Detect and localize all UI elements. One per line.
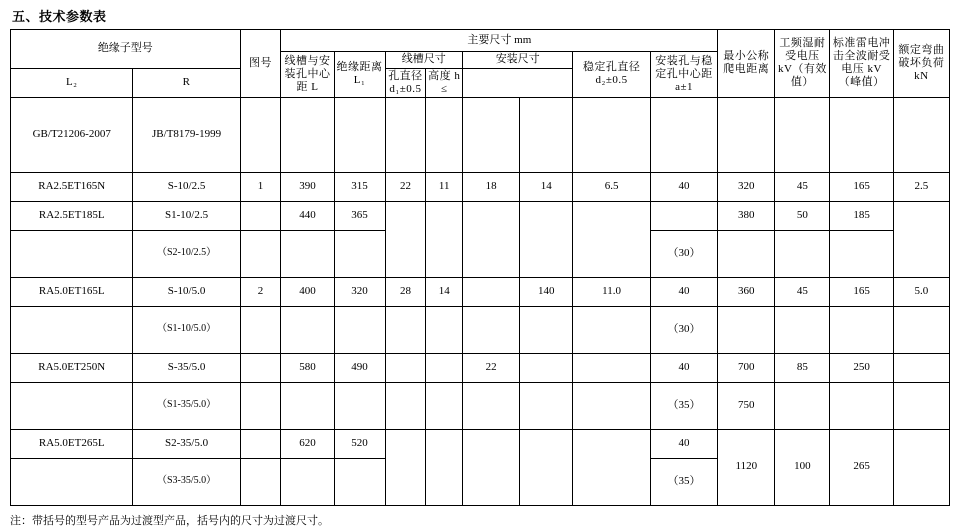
header-power-freq-voltage: 工频湿耐受电压 kV（有效值） [775, 30, 830, 98]
cell-insulation-distance: 365 [334, 201, 385, 230]
cell-lightning: 185 [830, 201, 893, 230]
cell-R: 11 [426, 172, 463, 201]
cell-fig-no [240, 353, 281, 382]
cell-min-creep: 360 [718, 277, 775, 306]
cell-lightning: 165 [830, 277, 893, 306]
cell-min-creep: 1120 [718, 429, 775, 505]
cell-L2 [385, 353, 426, 382]
cell-model-gb: RA5.0ET250N [11, 353, 133, 382]
cell-lightning: 250 [830, 353, 893, 382]
header-spacer-powerfreq [775, 97, 830, 172]
cell-h [520, 353, 573, 382]
header-main-dimension: 主要尺寸 mm [281, 30, 718, 52]
cell-d1: 22 [463, 353, 520, 382]
cell-R: 14 [426, 277, 463, 306]
header-spacer-R [426, 97, 463, 172]
cell-model-gb: RA5.0ET165L [11, 277, 133, 306]
header-height-h: 高度 h ≤ [426, 68, 463, 97]
cell-h: 14 [520, 172, 573, 201]
header-spacer-L2 [385, 97, 426, 172]
cell-L2: 28 [385, 277, 426, 306]
cell-a: 40 [650, 429, 717, 458]
cell-insulation-distance [334, 230, 385, 277]
header-min-creep: 最小公称爬电距离 [718, 30, 775, 98]
cell-insulation-distance: 320 [334, 277, 385, 306]
cell-L2: 22 [385, 172, 426, 201]
cell-a [650, 201, 717, 230]
cell-fig-no [240, 306, 281, 353]
cell-d1 [463, 382, 520, 429]
cell-model-jb: （S3-35/5.0） [133, 458, 240, 505]
cell-model-gb [11, 306, 133, 353]
cell-a: （30） [650, 306, 717, 353]
cell-d1 [463, 429, 520, 505]
cell-h [520, 306, 573, 353]
header-spacer-h [520, 97, 573, 172]
cell-slot-center: 390 [281, 172, 334, 201]
header-spacer-lightning [830, 97, 893, 172]
cell-fig-no [240, 382, 281, 429]
cell-L2 [385, 429, 426, 505]
cell-power-freq: 100 [775, 429, 830, 505]
cell-bending-load: 5.0 [893, 277, 949, 306]
page-title: 五、技术参数表 [12, 9, 107, 24]
cell-slot-center: 400 [281, 277, 334, 306]
cell-h: 140 [520, 277, 573, 306]
cell-slot-center [281, 382, 334, 429]
cell-model-gb: RA5.0ET265L [11, 429, 133, 458]
header-spacer-d1 [463, 97, 520, 172]
header-mounting-dimension: 安装尺寸 [463, 52, 573, 69]
cell-fig-no [240, 429, 281, 458]
cell-insulation-distance: 520 [334, 429, 385, 458]
cell-R [426, 429, 463, 505]
cell-fig-no: 1 [240, 172, 281, 201]
cell-lightning: 165 [830, 172, 893, 201]
cell-a: （35） [650, 458, 717, 505]
table-row [11, 172, 950, 201]
cell-insulation-distance [334, 382, 385, 429]
cell-min-creep [718, 230, 775, 277]
header-hole-center-distance: 安装孔与稳定孔中心距 a±1 [650, 52, 717, 98]
cell-power-freq [775, 382, 830, 429]
cell-slot-center: 440 [281, 201, 334, 230]
cell-bending-load [893, 429, 949, 505]
cell-d1 [463, 306, 520, 353]
cell-model-jb: S-10/2.5 [133, 172, 240, 201]
cell-bending-load: 2.5 [893, 172, 949, 201]
cell-a: 40 [650, 172, 717, 201]
cell-power-freq [775, 306, 830, 353]
cell-d1 [463, 201, 520, 277]
cell-min-creep: 750 [718, 382, 775, 429]
cell-a: 40 [650, 353, 717, 382]
header-spacer-fig [240, 97, 281, 172]
cell-L2 [385, 382, 426, 429]
cell-min-creep [718, 306, 775, 353]
cell-slot-center: 620 [281, 429, 334, 458]
header-fix-hole-diameter: 稳定孔直径 d₂±0.5 [573, 52, 651, 98]
cell-d2 [573, 201, 651, 277]
cell-a: （35） [650, 382, 717, 429]
cell-min-creep: 700 [718, 353, 775, 382]
header-slot-center-distance: 线槽与安装孔中心距 L [281, 52, 334, 98]
cell-slot-center: 580 [281, 353, 334, 382]
cell-power-freq: 45 [775, 277, 830, 306]
table-row [11, 306, 950, 353]
cell-power-freq: 45 [775, 172, 830, 201]
table-header-row-1 [11, 30, 950, 52]
cell-model-jb: S-10/5.0 [133, 277, 240, 306]
header-standard-jb: JB/T8179-1999 [133, 97, 240, 172]
table-row [11, 382, 950, 429]
table-row [11, 201, 950, 230]
cell-model-gb: RA2.5ET185L [11, 201, 133, 230]
cell-a: 40 [650, 277, 717, 306]
table-row [11, 353, 950, 382]
header-spacer-bending [893, 97, 949, 172]
cell-insulation-distance: 490 [334, 353, 385, 382]
cell-d2 [573, 429, 651, 505]
table-row [11, 429, 950, 458]
cell-R [426, 382, 463, 429]
cell-fig-no [240, 201, 281, 230]
cell-slot-center [281, 306, 334, 353]
cell-model-jb: S2-35/5.0 [133, 429, 240, 458]
cell-insulation-distance [334, 306, 385, 353]
cell-insulation-distance [334, 458, 385, 505]
cell-L2 [385, 306, 426, 353]
cell-model-gb [11, 458, 133, 505]
cell-model-gb [11, 230, 133, 277]
cell-d1 [463, 277, 520, 306]
cell-lightning [830, 306, 893, 353]
cell-bending-load [893, 306, 949, 353]
cell-bending-load [893, 201, 949, 277]
technical-parameter-table [10, 29, 950, 506]
table-header-row-standards [11, 97, 950, 172]
table-note: 注：带括号的型号产品为过渡型产品，括号内的尺寸为过渡尺寸。 [10, 514, 329, 527]
cell-a: （30） [650, 230, 717, 277]
cell-power-freq: 50 [775, 201, 830, 230]
header-fig-no: 图号 [240, 30, 281, 98]
cell-R [426, 353, 463, 382]
table-row [11, 277, 950, 306]
cell-fig-no [240, 458, 281, 505]
header-hole-diameter-d1: 孔直径 d₁±0.5 [385, 68, 426, 97]
header-lightning-impulse-voltage: 标准雷电冲击全波耐受电压 kV（峰值） [830, 30, 893, 98]
cell-d2: 6.5 [573, 172, 651, 201]
cell-d2 [573, 306, 651, 353]
cell-R [426, 201, 463, 277]
header-slot-L2: L₂ [11, 68, 133, 97]
header-model-group: 绝缘子型号 [11, 30, 241, 69]
header-insulation-distance: 绝缘距离 L₁ [334, 52, 385, 98]
cell-d1: 18 [463, 172, 520, 201]
cell-model-gb [11, 382, 133, 429]
cell-h [520, 201, 573, 277]
header-standard-gb: GB/T21206-2007 [11, 97, 133, 172]
cell-d2: 11.0 [573, 277, 651, 306]
header-bending-load: 额定弯曲破坏负荷 kN [893, 30, 949, 98]
header-spacer-d2 [573, 97, 651, 172]
header-slot-R: R [133, 68, 240, 97]
cell-model-jb: （S1-10/5.0） [133, 306, 240, 353]
cell-R [426, 306, 463, 353]
cell-model-gb: RA2.5ET165N [11, 172, 133, 201]
header-spacer-creep [718, 97, 775, 172]
cell-min-creep: 320 [718, 172, 775, 201]
cell-power-freq: 85 [775, 353, 830, 382]
cell-model-jb: （S1-35/5.0） [133, 382, 240, 429]
cell-insulation-distance: 315 [334, 172, 385, 201]
cell-bending-load [893, 353, 949, 382]
cell-h [520, 429, 573, 505]
cell-fig-no [240, 230, 281, 277]
cell-lightning [830, 382, 893, 429]
cell-model-jb: S1-10/2.5 [133, 201, 240, 230]
cell-model-jb: S-35/5.0 [133, 353, 240, 382]
cell-slot-center [281, 458, 334, 505]
cell-min-creep: 380 [718, 201, 775, 230]
header-spacer-slot-center [281, 97, 334, 172]
cell-L2 [385, 201, 426, 277]
header-spacer-a [650, 97, 717, 172]
cell-model-jb: （S2-10/2.5） [133, 230, 240, 277]
cell-d2 [573, 382, 651, 429]
header-slot-dimension: 线槽尺寸 [385, 52, 463, 69]
cell-bending-load [893, 382, 949, 429]
cell-lightning [830, 230, 893, 277]
cell-fig-no: 2 [240, 277, 281, 306]
cell-slot-center [281, 230, 334, 277]
cell-power-freq [775, 230, 830, 277]
cell-h [520, 382, 573, 429]
cell-lightning: 265 [830, 429, 893, 505]
header-spacer-insulation [334, 97, 385, 172]
cell-d2 [573, 353, 651, 382]
